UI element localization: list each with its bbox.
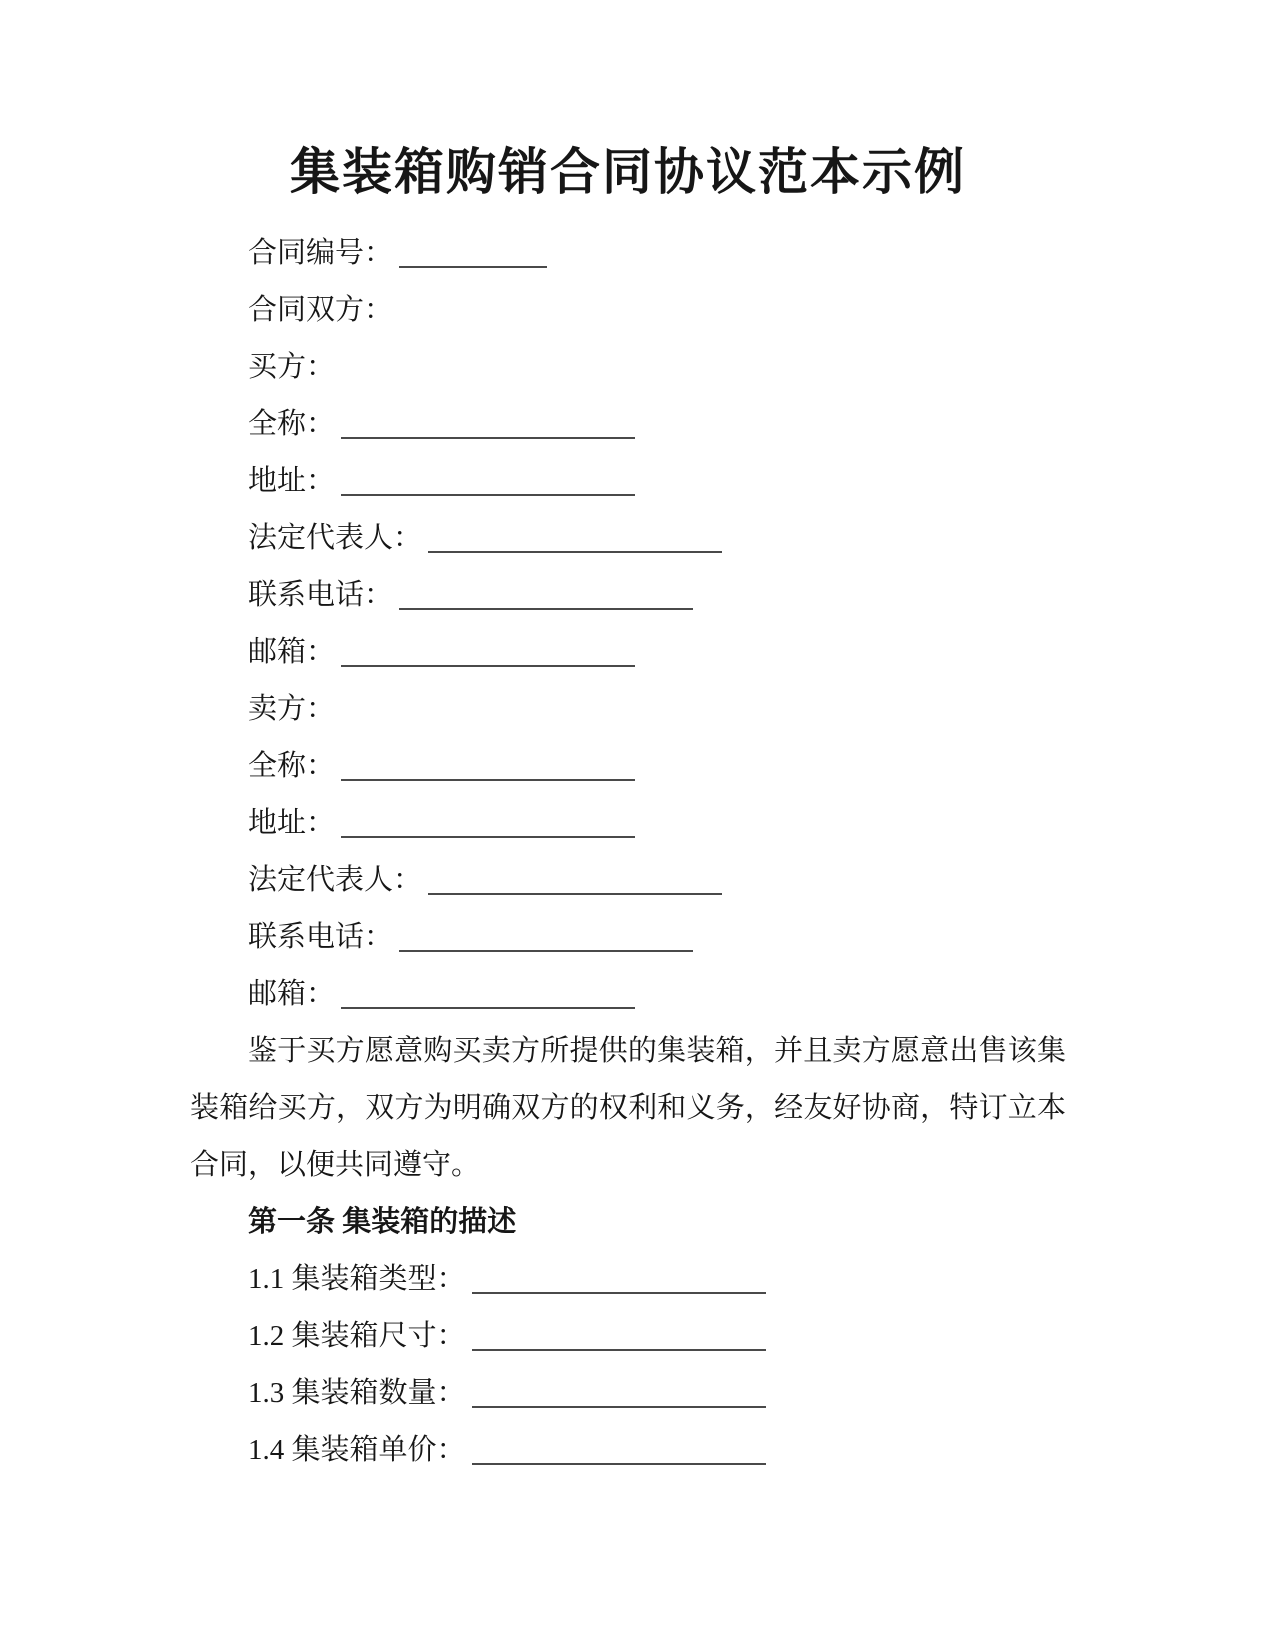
field-label: 联系电话：: [248, 579, 394, 611]
field-seller-address: [190, 795, 1066, 852]
field-label: 法定代表人：: [248, 522, 423, 554]
field-contract-number: [190, 225, 1066, 282]
field-label: 地址：: [248, 807, 336, 839]
field-label: 法定代表人：: [248, 864, 423, 896]
preamble-paragraph: 鉴于买方愿意购买卖方所提供的集装箱，并且卖方愿意出售该集装箱给买方，双方为明确双方的权利和义务，经友好协商，特订立本合同，以便共同遵守。: [190, 1035, 1066, 1181]
fill-in-blank: [399, 580, 693, 610]
section-1-heading: 第一条 集装箱的描述: [248, 1206, 517, 1238]
field-buyer-full-name: [190, 396, 1066, 453]
clause-label: 1.1 集装箱类型：: [248, 1263, 466, 1295]
field-label: 邮箱：: [248, 636, 336, 668]
field-label: 卖方：: [248, 693, 336, 725]
clause-1-1-container-type: [190, 1251, 1066, 1308]
field-contract-parties: [190, 282, 1066, 339]
clause-label: 1.4 集装箱单价：: [248, 1434, 466, 1466]
fill-in-blank: [341, 979, 635, 1009]
fill-in-blank: [472, 1321, 766, 1351]
fill-in-blank: [399, 922, 693, 952]
field-seller-email: [190, 966, 1066, 1023]
fill-in-blank: [341, 808, 635, 838]
field-label: 买方：: [248, 351, 336, 383]
field-seller-full-name: [190, 738, 1066, 795]
clause-label: 1.3 集装箱数量：: [248, 1377, 466, 1409]
field-buyer-email: [190, 624, 1066, 681]
field-label: 合同双方：: [248, 294, 394, 326]
clause-1-2-container-size: [190, 1308, 1066, 1365]
field-buyer: [190, 339, 1066, 396]
field-label: 全称：: [248, 750, 336, 782]
fill-in-blank: [399, 238, 547, 268]
field-label: 联系电话：: [248, 921, 394, 953]
fill-in-blank: [428, 865, 722, 895]
clause-1-3-container-quantity: [190, 1365, 1066, 1422]
field-label: 地址：: [248, 465, 336, 497]
field-buyer-legal-representative: [190, 510, 1066, 567]
document-body: [190, 225, 1066, 1479]
clause-label: 1.2 集装箱尺寸：: [248, 1320, 466, 1352]
field-buyer-address: [190, 453, 1066, 510]
fill-in-blank: [341, 637, 635, 667]
fill-in-blank: [472, 1264, 766, 1294]
field-buyer-phone: [190, 567, 1066, 624]
field-label: 合同编号：: [248, 237, 394, 269]
field-seller-phone: [190, 909, 1066, 966]
fill-in-blank: [472, 1435, 766, 1465]
field-seller-legal-representative: [190, 852, 1066, 909]
field-seller: [190, 681, 1066, 738]
document-title: 集装箱购销合同协议范本示例: [290, 144, 966, 200]
clause-1-4-container-unit-price: [190, 1422, 1066, 1479]
fill-in-blank: [341, 466, 635, 496]
field-label: 邮箱：: [248, 978, 336, 1010]
fill-in-blank: [428, 523, 722, 553]
field-label: 全称：: [248, 408, 336, 440]
fill-in-blank: [472, 1378, 766, 1408]
fill-in-blank: [341, 751, 635, 781]
fill-in-blank: [341, 409, 635, 439]
